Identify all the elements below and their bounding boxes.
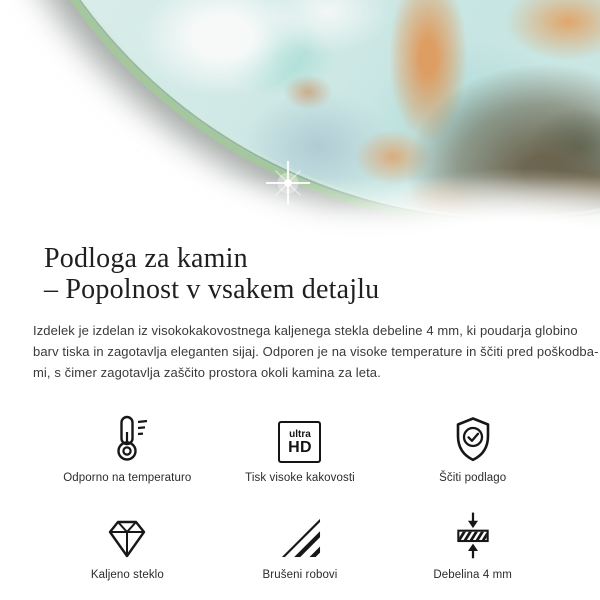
page-title-line2: – Popolnost v vsakem detajlu bbox=[44, 274, 380, 305]
feature-print-quality bbox=[214, 413, 387, 484]
feature-temperature bbox=[41, 413, 214, 484]
feature-label: Odporno na temperaturo bbox=[63, 472, 192, 484]
diamond-icon bbox=[103, 510, 151, 560]
feature-grid bbox=[33, 413, 567, 581]
feature-label: Debelina 4 mm bbox=[433, 569, 512, 581]
feature-label: Tisk visoke kakovosti bbox=[245, 472, 355, 484]
ultra-hd-icon-text-top: ultra bbox=[289, 428, 311, 440]
shield-check-icon bbox=[449, 413, 497, 463]
feature-protects-surface bbox=[386, 413, 559, 484]
feature-polished-edges bbox=[214, 510, 387, 581]
page-title bbox=[44, 243, 567, 305]
feature-tempered-glass bbox=[41, 510, 214, 581]
product-hero-image bbox=[0, 0, 600, 240]
feature-label: Ščiti podlago bbox=[439, 472, 507, 484]
sparkle-glint-icon bbox=[265, 160, 311, 206]
ultra-hd-icon-text-bottom: HD bbox=[288, 438, 312, 456]
thickness-icon bbox=[449, 510, 497, 560]
feature-label: Brušeni robovi bbox=[262, 569, 338, 581]
polished-edges-icon bbox=[277, 510, 323, 560]
feature-label: Kaljeno steklo bbox=[90, 569, 164, 581]
description-line: barv tiska in zagotavlja eleganten sijaj. Odporen je na visoke temperature in ščiti pred poškodba- bbox=[33, 344, 599, 359]
description-line: mi, s čimer zagotavlja zaščito prostora okoli kamina za leta. bbox=[33, 365, 381, 380]
product-description bbox=[33, 320, 599, 383]
thermometer-icon bbox=[103, 413, 151, 463]
description-line: Izdelek je izdelan iz visokokakovostnega kaljenega stekla debeline 4 mm, ki poudarja globino bbox=[33, 323, 578, 338]
feature-thickness bbox=[386, 510, 559, 581]
page-title-line1: Podloga za kamin bbox=[44, 243, 248, 274]
ultra-hd-icon bbox=[278, 413, 321, 463]
product-info-section bbox=[0, 243, 600, 581]
